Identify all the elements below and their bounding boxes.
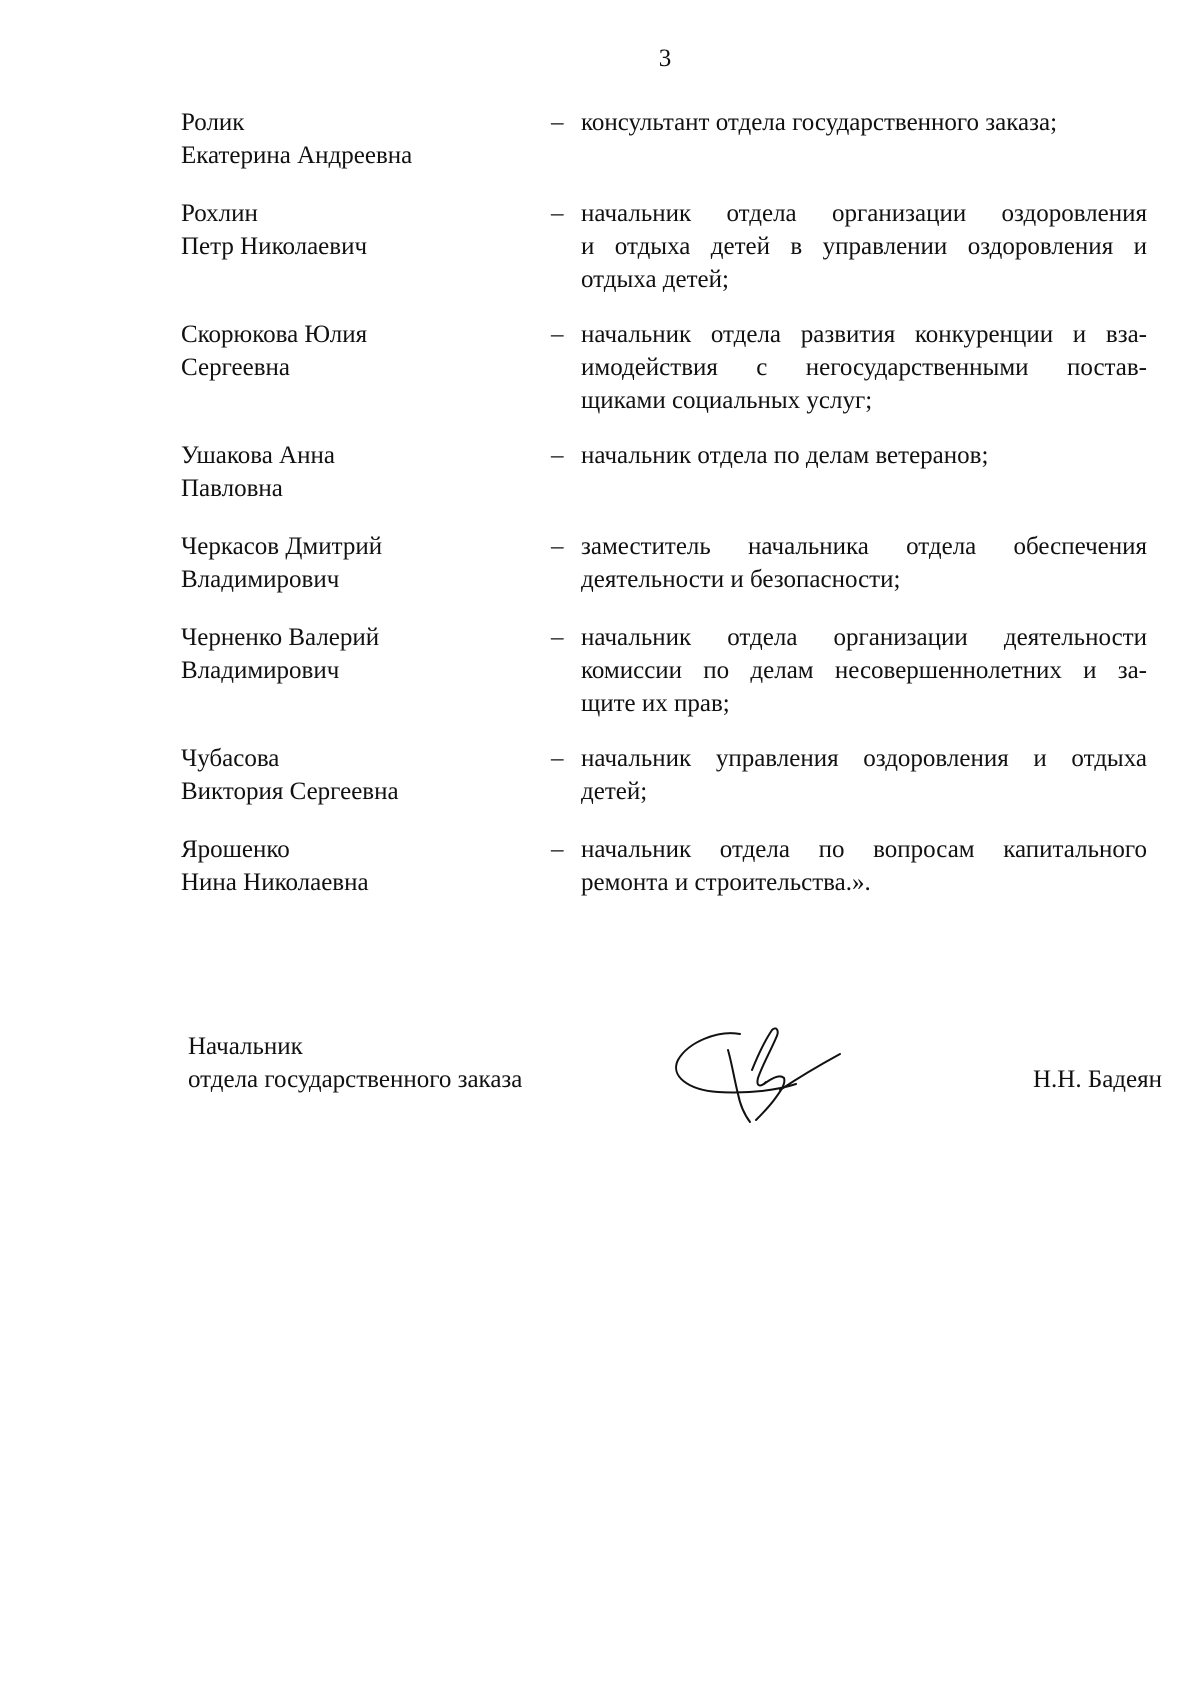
- member-name: [181, 439, 521, 505]
- signer-name: Н.Н. Бадеян: [1032, 1066, 1162, 1093]
- member-name: [181, 833, 521, 899]
- member-role-line: начальник управления оздоровления и отдыха: [581, 745, 1147, 772]
- dash: –: [551, 745, 564, 772]
- signature-block: [0, 1030, 1200, 1150]
- member-role-line: заместитель начальника отдела обеспечения: [581, 533, 1147, 560]
- member-name-line: Ушакова Анна: [181, 442, 335, 469]
- member-role: [581, 197, 1147, 296]
- member-role: [581, 106, 1147, 139]
- member-name: [181, 742, 521, 808]
- dash: –: [551, 321, 564, 348]
- member-role-line: детей;: [581, 778, 648, 805]
- member-name-line: Петр Николаевич: [181, 233, 368, 260]
- member-name-line: Владимирович: [181, 566, 340, 593]
- member-role: [581, 318, 1147, 417]
- member-role-line: начальник отдела развития конкуренции и вза-: [581, 321, 1147, 348]
- dash: –: [551, 836, 564, 863]
- dash: –: [551, 109, 564, 136]
- signer-title-line: отдела государственного заказа: [188, 1066, 523, 1093]
- member-role-line: консультант отдела государственного заказа;: [581, 109, 1058, 136]
- member-role: [581, 742, 1147, 808]
- member-name-line: Павловна: [181, 475, 283, 502]
- member-role-line: щиками социальных услуг;: [581, 387, 873, 414]
- member-role-line: начальник отдела по делам ветеранов;: [581, 442, 989, 469]
- member-name-line: Владимирович: [181, 657, 340, 684]
- member-role: [581, 530, 1147, 596]
- dash: –: [551, 200, 564, 227]
- member-name-line: Черкасов Дмитрий: [181, 533, 383, 560]
- signer-title: [188, 1030, 522, 1096]
- member-name-line: Нина Николаевна: [181, 869, 369, 896]
- member-role-line: начальник отдела организации оздоровления: [581, 200, 1147, 227]
- member-role-line: и отдыха детей в управлении оздоровления и: [581, 233, 1147, 260]
- member-role: [581, 439, 1147, 472]
- member-role-line: деятельности и безопасности;: [581, 566, 901, 593]
- member-name-line: Рохлин: [181, 200, 258, 227]
- member-role: [581, 621, 1147, 720]
- member-role-line: комиссии по делам несовершеннолетних и за-: [581, 657, 1147, 684]
- member-role-line: начальник отдела по вопросам капитального: [581, 836, 1147, 863]
- dash: –: [551, 533, 564, 560]
- member-name-line: Черненко Валерий: [181, 624, 380, 651]
- member-role-line: отдыха детей;: [581, 266, 729, 293]
- member-role: [581, 833, 1147, 899]
- member-name-line: Екатерина Андреевна: [181, 142, 413, 169]
- member-name-line: Скорюкова Юлия: [181, 321, 368, 348]
- member-name-line: Ярошенко: [181, 836, 290, 863]
- member-name: [181, 197, 521, 263]
- dash: –: [551, 624, 564, 651]
- member-role-line: начальник отдела организации деятельности: [581, 624, 1147, 651]
- member-role-line: имодействия с негосударственными постав-: [581, 354, 1147, 381]
- page-number: 3: [658, 45, 672, 72]
- member-name-line: Чубасова: [181, 745, 280, 772]
- member-name-line: Виктория Сергеевна: [181, 778, 399, 805]
- member-role-line: ремонта и строительства.».: [581, 869, 871, 896]
- dash: –: [551, 442, 564, 469]
- member-name: [181, 621, 521, 687]
- member-name: [181, 106, 521, 172]
- member-name-line: Сергеевна: [181, 354, 290, 381]
- signature-icon: [668, 1020, 858, 1130]
- member-name-line: Ролик: [181, 109, 245, 136]
- signer-title-line: Начальник: [188, 1033, 303, 1060]
- member-role-line: щите их прав;: [581, 690, 730, 717]
- member-name: [181, 530, 521, 596]
- member-name: [181, 318, 521, 384]
